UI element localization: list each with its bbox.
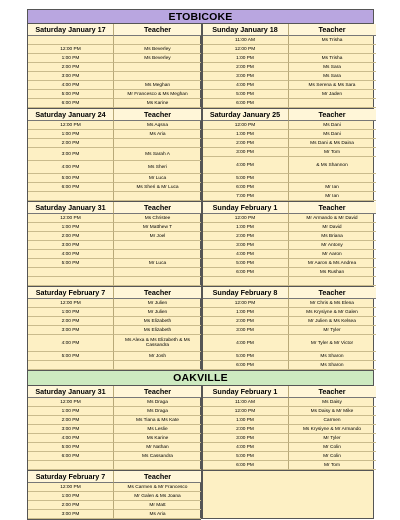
time-slot: 1:00 PM [28, 54, 114, 63]
teacher-column-header: Teacher [114, 471, 201, 483]
time-slot [28, 36, 114, 45]
time-slot: 2:00 PM [203, 425, 289, 434]
time-slot: 2:00 PM [28, 317, 114, 326]
teacher-name [114, 36, 201, 45]
teacher-name: Ms Krysiyne & Mr Galen [289, 308, 376, 317]
time-slot: 1:00 PM [28, 308, 114, 317]
teacher-name: Ms Sarah A [114, 148, 201, 161]
teacher-name [114, 268, 201, 277]
time-slot: 4:00 PM [28, 434, 114, 443]
teacher-name: Mr Matthew T [114, 223, 201, 232]
etobicoke-day-block [201, 287, 375, 371]
time-slot: 11:00 AM [203, 398, 289, 407]
time-slot: 1:00 PM [203, 308, 289, 317]
teacher-column-header: Teacher [289, 109, 376, 121]
time-slot: 4:00 PM [28, 161, 114, 174]
teacher-name: Mr Josh [114, 352, 201, 361]
teacher-name: Mr Colin [289, 443, 376, 452]
etobicoke-week-section [27, 24, 374, 109]
etobicoke-week-section [27, 287, 374, 371]
oakville-week-section [27, 386, 374, 471]
time-slot: 4:00 PM [203, 250, 289, 259]
etobicoke-schedule [27, 24, 374, 371]
time-slot: 6:00 PM [28, 452, 114, 461]
teacher-name: Ms Cassandra [114, 452, 201, 461]
time-slot: 4:00 PM [203, 335, 289, 352]
teacher-name: Mr Chris & Ms Elena [289, 299, 376, 308]
time-slot: 2:00 PM [203, 232, 289, 241]
teacher-name [114, 72, 201, 81]
time-slot: 2:00 PM [28, 501, 114, 510]
time-slot: 5:00 PM [28, 352, 114, 361]
time-slot: 3:00 PM [203, 326, 289, 335]
time-slot: 6:00 PM [203, 99, 289, 108]
teacher-name: Mr Luca [114, 259, 201, 268]
etobicoke-day-block [27, 24, 201, 109]
time-slot: 3:00 PM [203, 241, 289, 250]
teacher-name: Ms Tiana & Ms Kate [114, 416, 201, 425]
day-date: Saturday January 31 [28, 202, 114, 214]
time-slot: 4:00 PM [28, 335, 114, 352]
teacher-name: Carmen [289, 416, 376, 425]
teacher-name: Mr Tom [289, 461, 376, 470]
time-slot: 12:00 PM [28, 214, 114, 223]
time-slot [203, 277, 289, 286]
time-slot: 12:00 PM [203, 407, 289, 416]
time-slot [28, 192, 114, 201]
time-slot: 3:00 PM [28, 72, 114, 81]
teacher-name: Ms Draga [114, 407, 201, 416]
time-slot [28, 361, 114, 370]
teacher-name: Ms Aria [114, 130, 201, 139]
time-slot: 11:00 AM [203, 36, 289, 45]
etobicoke-day-block [201, 202, 375, 287]
time-slot: 3:00 PM [28, 425, 114, 434]
time-slot [28, 277, 114, 286]
time-slot: 3:00 PM [203, 72, 289, 81]
time-slot: 5:00 PM [203, 90, 289, 99]
teacher-name: Ms Sara [289, 72, 376, 81]
time-slot: 12:00 PM [203, 299, 289, 308]
day-date: Saturday February 7 [28, 287, 114, 299]
time-slot: 5:00 PM [28, 90, 114, 99]
teacher-name: Ms Sharon [289, 361, 376, 370]
time-slot: 4:00 PM [28, 81, 114, 90]
time-slot: 5:00 PM [203, 352, 289, 361]
teacher-name [114, 250, 201, 259]
teacher-name [289, 99, 376, 108]
day-date: Saturday February 7 [28, 471, 114, 483]
teacher-name: Ms Dani [289, 130, 376, 139]
teacher-name: Ms Meghan [114, 81, 201, 90]
time-slot: 3:00 PM [28, 148, 114, 161]
teacher-name [114, 139, 201, 148]
time-slot: 12:00 PM [28, 45, 114, 54]
day-date: Sunday February 8 [203, 287, 289, 299]
teacher-column-header: Teacher [114, 24, 201, 36]
day-date: Sunday January 18 [203, 24, 289, 36]
teacher-name: Ms Karine [114, 434, 201, 443]
teacher-name [289, 174, 376, 183]
teacher-name: Mr Ian [289, 192, 376, 201]
teacher-column-header: Teacher [289, 287, 376, 299]
time-slot: 1:00 PM [203, 54, 289, 63]
teacher-name: Ms Aqsna [114, 121, 201, 130]
teacher-name: Mr David [289, 223, 376, 232]
oakville-week-section [27, 471, 374, 520]
teacher-name: Mr Francesco & Ms Meghan [114, 90, 201, 99]
teacher-column-header: Teacher [289, 202, 376, 214]
teacher-name: Ms Christee [114, 214, 201, 223]
time-slot: 3:00 PM [28, 326, 114, 335]
time-slot: 2:00 PM [28, 232, 114, 241]
teacher-name [114, 192, 201, 201]
teacher-name: Mr Aaron [289, 250, 376, 259]
time-slot: 1:00 PM [28, 130, 114, 139]
teacher-name: Mr Tyler [289, 434, 376, 443]
teacher-name: Ms Daisy & Mr Mike [289, 407, 376, 416]
time-slot: 3:00 PM [28, 241, 114, 250]
teacher-name: Mr Jaden [289, 90, 376, 99]
time-slot: 3:00 PM [203, 434, 289, 443]
teacher-name: Mr Aaron & Ms Andrea [289, 259, 376, 268]
day-date: Saturday January 17 [28, 24, 114, 36]
teacher-name: Mr Armando & Mr David [289, 214, 376, 223]
day-date: Saturday January 31 [28, 386, 114, 398]
etobicoke-day-block [27, 202, 201, 287]
teacher-name: Ms Rushan [289, 268, 376, 277]
teacher-name [114, 241, 201, 250]
etobicoke-day-block [27, 287, 201, 371]
day-date: Saturday January 24 [28, 109, 114, 121]
teacher-name: Mr Nathan [114, 443, 201, 452]
etobicoke-day-block [27, 109, 201, 202]
teacher-name: Ms Trisha [289, 36, 376, 45]
time-slot [28, 461, 114, 470]
teacher-name: & Ms Shannon [289, 157, 376, 174]
time-slot: 7:00 PM [203, 192, 289, 201]
teacher-name: Ms Krysiyne & Mr Armando [289, 425, 376, 434]
teacher-column-header: Teacher [114, 287, 201, 299]
time-slot: 12:00 PM [203, 214, 289, 223]
teacher-name: Ms Dani & Ms Daina [289, 139, 376, 148]
time-slot: 4:00 PM [203, 157, 289, 174]
teacher-name [114, 361, 201, 370]
teacher-column-header: Teacher [289, 24, 376, 36]
teacher-name: Mr Julien & Ms Kelsea [289, 317, 376, 326]
time-slot: 1:00 PM [28, 407, 114, 416]
teacher-name: Ms Elizabeth [114, 326, 201, 335]
teacher-name: Mr Antony [289, 241, 376, 250]
time-slot: 5:00 PM [203, 259, 289, 268]
teacher-name: Ms Draga [114, 398, 201, 407]
time-slot: 4:00 PM [203, 443, 289, 452]
oakville-day-block [27, 471, 201, 520]
etobicoke-week-section [27, 109, 374, 202]
teacher-name: Ms Dani [289, 121, 376, 130]
schedule-sheet [27, 9, 374, 520]
time-slot: 5:00 PM [28, 259, 114, 268]
etobicoke-week-section [27, 202, 374, 287]
time-slot: 2:00 PM [203, 317, 289, 326]
time-slot: 3:00 PM [28, 510, 114, 519]
time-slot: 1:00 PM [203, 223, 289, 232]
time-slot: 2:00 PM [28, 63, 114, 72]
time-slot: 12:00 PM [28, 398, 114, 407]
time-slot: 12:00 PM [28, 299, 114, 308]
teacher-name: Ms Trisha [289, 54, 376, 63]
teacher-name [114, 461, 201, 470]
time-slot: 2:00 PM [28, 139, 114, 148]
teacher-name: Ms Serena & Ms Sara [289, 81, 376, 90]
teacher-column-header: Teacher [114, 202, 201, 214]
teacher-name: Ms Briana [289, 232, 376, 241]
teacher-name: Mr Julien [114, 299, 201, 308]
time-slot: 12:00 PM [203, 121, 289, 130]
teacher-column-header: Teacher [114, 109, 201, 121]
time-slot: 4:00 PM [203, 81, 289, 90]
time-slot: 6:00 PM [203, 461, 289, 470]
etobicoke-day-block [201, 24, 375, 109]
oakville-day-block [27, 386, 201, 471]
teacher-name: Mr Julien [114, 308, 201, 317]
time-slot: 6:00 PM [203, 268, 289, 277]
oakville-banner: OAKVILLE [27, 371, 374, 386]
teacher-column-header: Teacher [289, 386, 376, 398]
teacher-name: Mr Luca [114, 174, 201, 183]
teacher-name: Ms Karine [114, 99, 201, 108]
time-slot: 5:00 PM [203, 452, 289, 461]
time-slot: 5:00 PM [28, 443, 114, 452]
teacher-name: Mr Colin [289, 452, 376, 461]
etobicoke-day-block [201, 109, 375, 202]
teacher-name: Mr Tyler [289, 326, 376, 335]
time-slot: 12:00 PM [203, 45, 289, 54]
time-slot: 1:00 PM [203, 130, 289, 139]
time-slot: 6:00 PM [203, 361, 289, 370]
teacher-name: Ms Elizabeth [114, 317, 201, 326]
time-slot [28, 268, 114, 277]
teacher-name: Ms Sara [289, 63, 376, 72]
teacher-name: Mr Matt [114, 501, 201, 510]
teacher-name: Ms Aria [114, 510, 201, 519]
teacher-name: Ms Carmen & Mr Francesco [114, 483, 201, 492]
time-slot: 6:00 PM [28, 183, 114, 192]
time-slot: 4:00 PM [28, 250, 114, 259]
teacher-name: Mr Tom [289, 148, 376, 157]
etobicoke-banner: ETOBICOKE [27, 9, 374, 24]
oakville-schedule [27, 386, 374, 520]
day-date: Sunday February 1 [203, 202, 289, 214]
teacher-name [289, 45, 376, 54]
time-slot: 6:00 PM [203, 183, 289, 192]
day-date: Saturday January 25 [203, 109, 289, 121]
teacher-name: Mr Galen & Ms Joana [114, 492, 201, 501]
time-slot: 2:00 PM [28, 416, 114, 425]
teacher-name: Ms Alexa & Ms Elizabeth & Ms Cassandra [114, 335, 201, 352]
teacher-column-header: Teacher [114, 386, 201, 398]
day-date: Sunday February 1 [203, 386, 289, 398]
teacher-name: Ms Beverley [114, 45, 201, 54]
teacher-name [114, 277, 201, 286]
time-slot: 12:00 PM [28, 121, 114, 130]
teacher-name [289, 277, 376, 286]
teacher-name: Mr Joel [114, 232, 201, 241]
oakville-day-block [201, 471, 375, 519]
time-slot: 2:00 PM [203, 139, 289, 148]
time-slot: 5:00 PM [203, 174, 289, 183]
teacher-name: Ms Beverley [114, 54, 201, 63]
time-slot: 1:00 PM [203, 416, 289, 425]
time-slot: 3:00 PM [203, 148, 289, 157]
teacher-name: Ms Daisy [289, 398, 376, 407]
time-slot: 2:00 PM [203, 63, 289, 72]
teacher-name: Mr Tyler & Mr Victor [289, 335, 376, 352]
teacher-name: Ms Sheri [114, 161, 201, 174]
time-slot: 6:00 PM [28, 99, 114, 108]
time-slot: 5:00 PM [28, 174, 114, 183]
teacher-name: Ms Leslie [114, 425, 201, 434]
time-slot: 1:00 PM [28, 492, 114, 501]
time-slot: 1:00 PM [28, 223, 114, 232]
teacher-name: Ms Sheri & Mr Luca [114, 183, 201, 192]
oakville-day-block [201, 386, 375, 471]
time-slot: 12:00 PM [28, 483, 114, 492]
teacher-name: Ms Sharon [289, 352, 376, 361]
teacher-name [114, 63, 201, 72]
teacher-name: Mr Ian [289, 183, 376, 192]
